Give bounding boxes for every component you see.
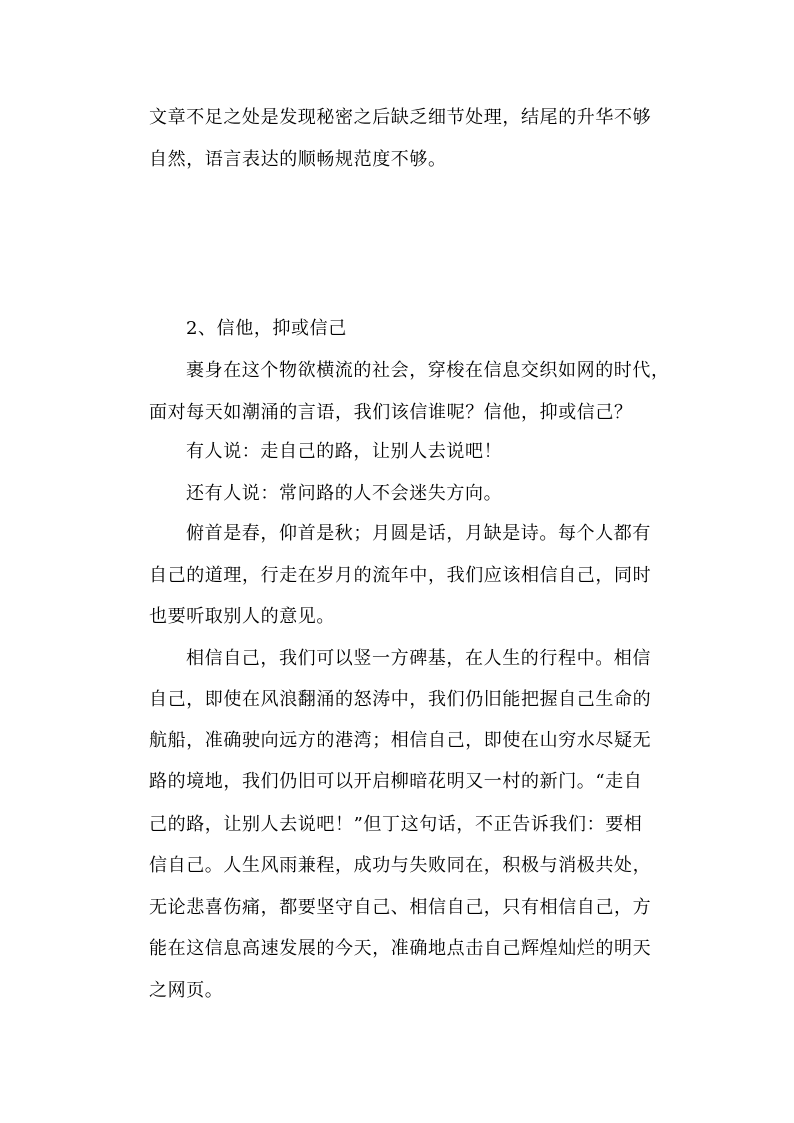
paragraph-line: 能在这信息高速发展的今天，准确地点击自己辉煌灿烂的明天 [149, 938, 652, 959]
paragraph-line: 信自己。人生风雨兼程，成功与失败同在，积极与消极共处， [149, 855, 652, 876]
paragraph-line: 俯首是春，仰首是秋；月圆是话，月缺是诗。每个人都有 [186, 523, 651, 544]
paragraph-line: 还有人说：常问路的人不会迷失方向。 [186, 483, 503, 504]
paragraph-line: 自己，即使在风浪翻涌的怒涛中，我们仍旧能把握自己生命的 [149, 689, 652, 710]
paragraph-line: 面对每天如潮涌的言语，我们该信谁呢？信他，抑或信己？ [149, 402, 633, 423]
paragraph-line: 自己的道理，行走在岁月的流年中，我们应该相信自己，同时 [149, 565, 652, 586]
paragraph-line: 有人说：走自己的路，让别人去说吧！ [186, 441, 503, 462]
paragraph-line: 航船，准确驶向远方的港湾；相信自己，即使在山穷水尽疑无 [149, 730, 652, 751]
section-heading: 2、信他，抑或信己 [186, 318, 347, 339]
paragraph-line: 无论悲喜伤痛，都要坚守自己、相信自己，只有相信自己，方 [149, 897, 652, 918]
paragraph-line: 路的境地，我们仍旧可以开启柳暗花明又一村的新门。“走自 [149, 771, 643, 792]
paragraph-line: 裹身在这个物欲横流的社会，穿梭在信息交织如网的时代， [186, 360, 670, 381]
intro-line: 自然，语言表达的顺畅规范度不够。 [149, 149, 447, 170]
paragraph-line: 之网页。 [149, 980, 224, 1001]
paragraph-line: 相信自己，我们可以竖一方碑基，在人生的行程中。相信 [186, 648, 651, 669]
paragraph-line: 己的路，让别人去说吧！”但丁这句话，不正告诉我们：要相 [149, 814, 643, 835]
intro-line: 文章不足之处是发现秘密之后缺乏细节处理，结尾的升华不够 [149, 107, 652, 128]
paragraph-line: 也要听取别人的意见。 [149, 606, 335, 627]
